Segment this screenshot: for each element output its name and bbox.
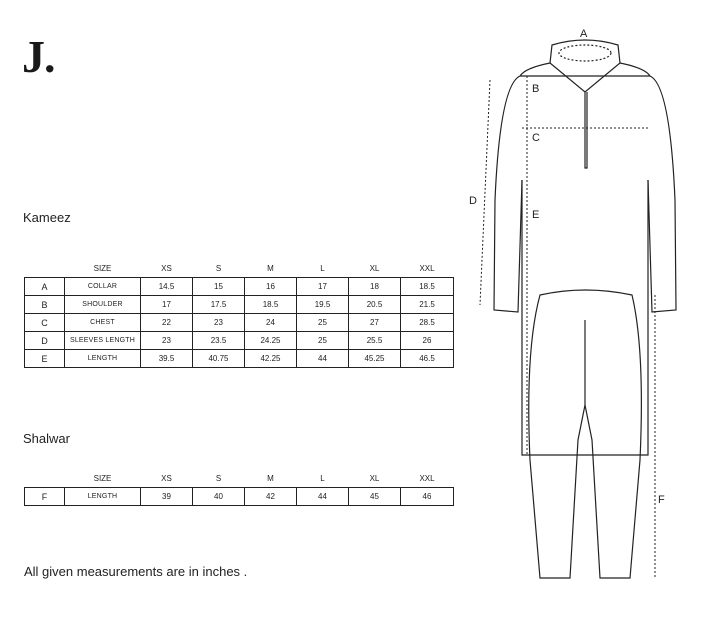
table-row (25, 488, 454, 506)
cell-value: 40.75 (193, 350, 245, 368)
header-l: L (320, 473, 325, 483)
header-m: M (267, 263, 274, 273)
cell-value: 28.5 (401, 314, 454, 332)
row-label: LENGTH (65, 350, 141, 368)
table-row (25, 314, 454, 332)
header-blank (25, 469, 65, 488)
table-row (25, 332, 454, 350)
header-l: L (320, 263, 325, 273)
shalwar-size-table (24, 469, 454, 506)
cell-value: 27 (349, 314, 401, 332)
row-key: C (25, 314, 65, 332)
cell-value: 45.25 (349, 350, 401, 368)
table-row (25, 278, 454, 296)
cell-value: 19.5 (297, 296, 349, 314)
row-label: SHOULDER (65, 296, 141, 314)
table-row (25, 350, 454, 368)
cell-value: 39.5 (141, 350, 193, 368)
row-label: LENGTH (65, 488, 141, 506)
kameez-title: Kameez (23, 210, 71, 225)
cell-value: 46 (401, 488, 454, 506)
cell-value: 46.5 (401, 350, 454, 368)
cell-value: 40 (193, 488, 245, 506)
cell-value: 17.5 (193, 296, 245, 314)
cell-value: 25 (297, 332, 349, 350)
cell-value: 21.5 (401, 296, 454, 314)
header-xl: XL (369, 473, 380, 483)
table-row (25, 296, 454, 314)
cell-value: 42.25 (245, 350, 297, 368)
header-xxl: XXL (419, 263, 435, 273)
cell-value: 17 (141, 296, 193, 314)
cell-value: 18.5 (401, 278, 454, 296)
row-label: SLEEVES LENGTH (65, 332, 141, 350)
cell-value: 24.25 (245, 332, 297, 350)
cell-value: 42 (245, 488, 297, 506)
header-s: S (215, 263, 222, 273)
label-a: A (580, 28, 588, 40)
header-size: SIZE (93, 263, 112, 273)
header-blank (25, 259, 65, 278)
row-key: D (25, 332, 65, 350)
brand-logo: J. (22, 31, 55, 82)
cell-value: 22 (141, 314, 193, 332)
label-d: D (469, 195, 477, 207)
header-xs: XS (161, 263, 172, 273)
shalwar-header-row (25, 469, 454, 488)
row-key: E (25, 350, 65, 368)
row-key: A (25, 278, 65, 296)
header-xs: XS (161, 473, 172, 483)
kameez-header-row (25, 259, 454, 278)
cell-value: 44 (297, 350, 349, 368)
kameez-size-table (24, 259, 454, 368)
measurement-guides (480, 76, 655, 578)
cell-value: 18.5 (245, 296, 297, 314)
cell-value: 23 (141, 332, 193, 350)
header-xl: XL (369, 263, 380, 273)
cell-value: 45 (349, 488, 401, 506)
label-c: C (532, 132, 540, 144)
cell-value: 23 (193, 314, 245, 332)
shalwar-title: Shalwar (23, 431, 70, 446)
row-key: F (25, 488, 65, 506)
label-e: E (532, 209, 540, 221)
label-f: F (658, 494, 665, 506)
label-b: B (532, 83, 540, 95)
cell-value: 25 (297, 314, 349, 332)
header-xxl: XXL (419, 473, 435, 483)
cell-value: 16 (245, 278, 297, 296)
header-s: S (215, 473, 222, 483)
cell-value: 24 (245, 314, 297, 332)
header-size: SIZE (93, 473, 112, 483)
cell-value: 44 (297, 488, 349, 506)
cell-value: 14.5 (141, 278, 193, 296)
cell-value: 26 (401, 332, 454, 350)
cell-value: 25.5 (349, 332, 401, 350)
header-m: M (267, 473, 274, 483)
cell-value: 17 (297, 278, 349, 296)
cell-value: 39 (141, 488, 193, 506)
cell-value: 20.5 (349, 296, 401, 314)
row-key: B (25, 296, 65, 314)
shalwar-outline (529, 290, 642, 578)
row-label: CHEST (65, 314, 141, 332)
cell-value: 15 (193, 278, 245, 296)
cell-value: 23.5 (193, 332, 245, 350)
row-label: COLLAR (65, 278, 141, 296)
garment-diagram (460, 20, 680, 590)
cell-value: 18 (349, 278, 401, 296)
measurement-note: All given measurements are in inches . (24, 564, 248, 579)
